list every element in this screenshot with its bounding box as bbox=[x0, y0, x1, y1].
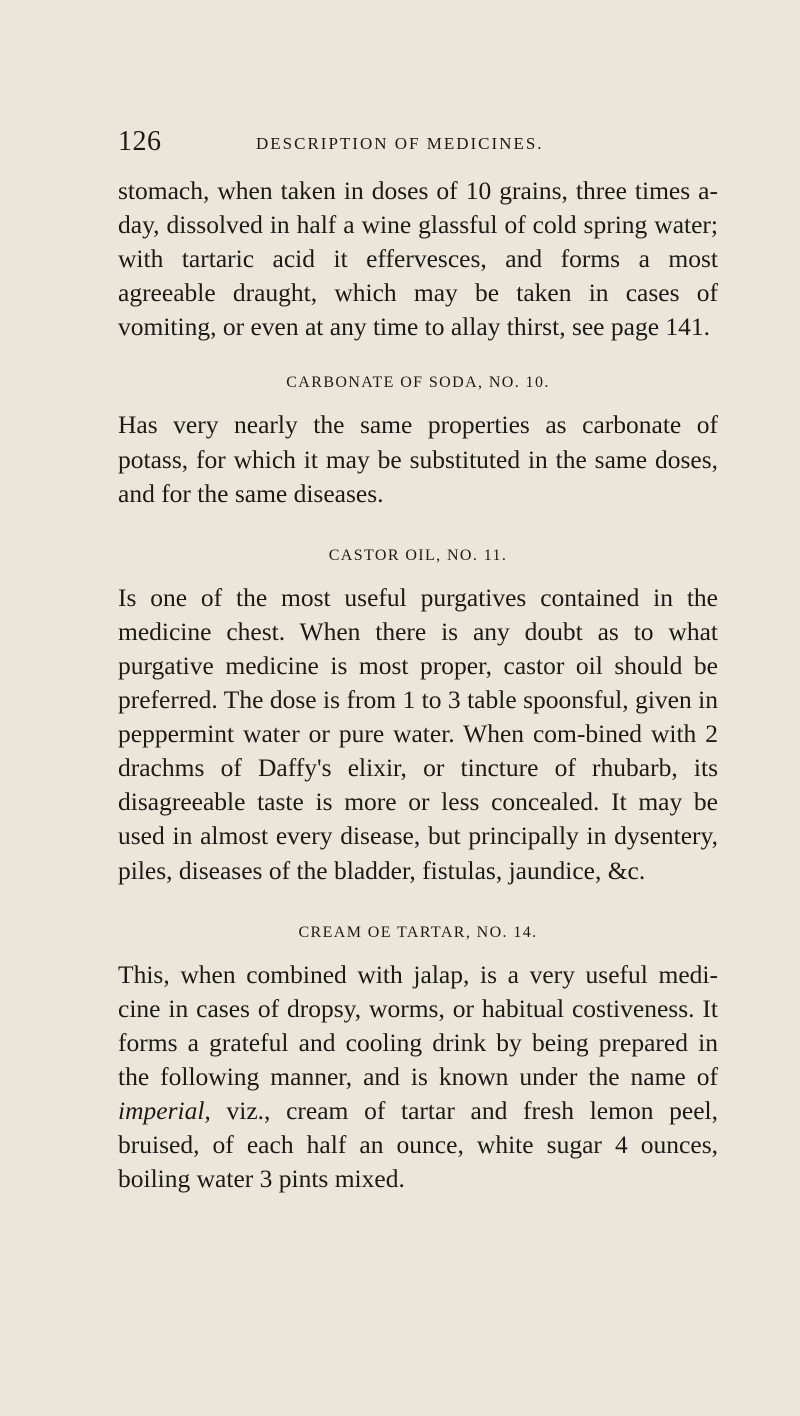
running-head bbox=[118, 126, 718, 166]
section-heading-cream-of-tartar: CREAM OE TARTAR, NO. 14. bbox=[298, 923, 538, 941]
paragraph-cream-of-tartar-text-1: This, when combined with jalap, is a very useful medi-cine in cases of dropsy, worms, or habitual costiveness. It forms a grateful and cooling drink by being prepared in the following manner, and is known under the name of bbox=[118, 959, 718, 1091]
section-heading-castor-oil: CASTOR OIL, NO. 11. bbox=[328, 546, 508, 564]
page-body bbox=[118, 174, 718, 1196]
section-heading-carbonate-of-soda: CARBONATE OF SODA, NO. 10. bbox=[286, 374, 550, 392]
paragraph-continued: stomach, when taken in doses of 10 grains, three times a-day, dissolved in half a wine glassful of cold spring water; with tartaric acid it effervesces, and forms a most agreeable draught, which may be taken in cases of vomiting, or even at any time to allay thirst, see page 141. bbox=[118, 176, 718, 342]
paragraph-carbonate-of-soda: Has very nearly the same properties as carbonate of potass, for which it may be substituted in the same doses, and for the same diseases. bbox=[118, 410, 718, 508]
paragraph-cream-of-tartar bbox=[118, 958, 718, 1197]
paragraph-cream-of-tartar-text-2: viz., cream of tartar and fresh lemon peel, bruised, of each half an ounce, white sugar 4 ounces, boiling water 3 pints mixed. bbox=[118, 1095, 718, 1194]
paragraph-cream-of-tartar-italic: imperial, bbox=[118, 1095, 211, 1125]
paragraph-castor-oil: Is one of the most useful purgatives contained in the medicine chest. When there is any doubt as to what purgative medicine is most proper, castor oil should be preferred. The dose is from 1 to 3 table spoonsful, given in peppermint water or pure water. When com-bined with 2 drachms of Daffy's elixir, or tincture of rhubarb, its disagreeable taste is more or less concealed. It may be used in almost every disease, but principally in dysentery, piles, diseases of the bladder, fistulas, jaundice, &c. bbox=[118, 582, 718, 885]
page-number: 126 bbox=[118, 126, 162, 157]
running-title: DESCRIPTION OF MEDICINES. bbox=[256, 134, 544, 153]
